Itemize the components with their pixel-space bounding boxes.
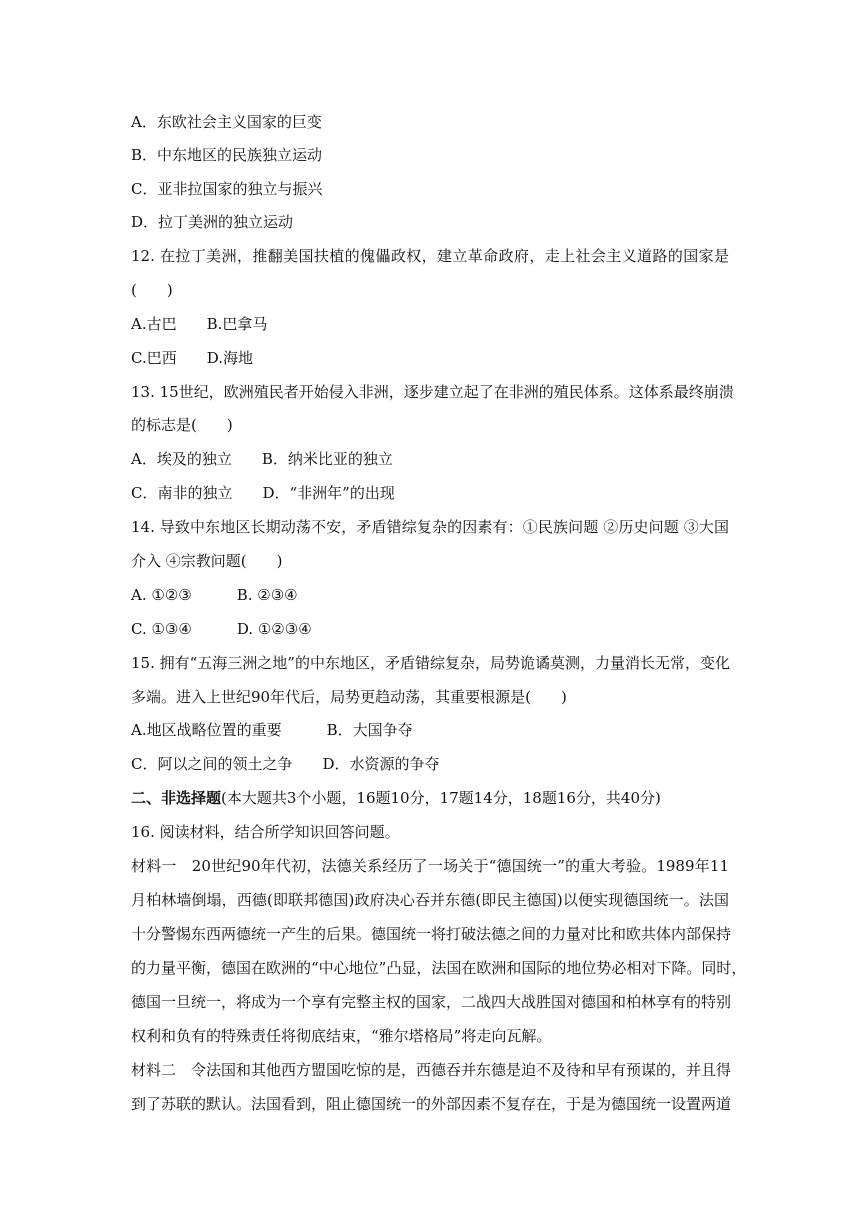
q11-option-d: D．拉丁美洲的独立运动 (131, 213, 294, 231)
q14-options-row1: A. ①②③ B. ②③④ (131, 586, 298, 604)
q15-options-row2: C．阿以之间的领土之争 D．水资源的争夺 (131, 755, 440, 773)
q11-option-b: B．中东地区的民族独立运动 (131, 146, 323, 164)
q16-material1-line3: 十分警惕东西两德统一产生的后果。德国统一将打破法德之间的力量对比和欧共体内部保持 (131, 925, 732, 943)
q16-material1-line1: 材料一 20世纪90年代初，法德关系经历了一场关于“德国统一”的重大考验。1989年11 (131, 857, 729, 875)
q16-material1-line5: 德国一旦统一，将成为一个享有完整主权的国家，二战四大战胜国对德国和柏林享有的特别 (131, 993, 732, 1011)
q14-options-row2: C. ①③④ D. ①②③④ (131, 620, 312, 638)
q12-options-row2: C.巴西 D.海地 (131, 349, 253, 367)
q15-stem-line2: 多端。进入上世纪90年代后，局势更趋动荡，其重要根源是( ) (131, 688, 567, 706)
q16-stem: 16. 阅读材料，结合所学知识回答问题。 (131, 823, 400, 841)
q12-stem-line2: ( ) (131, 281, 173, 299)
section2-title: 二、非选择题 (131, 789, 222, 807)
q11-option-c: C．亚非拉国家的独立与振兴 (131, 180, 323, 198)
q13-options-row2: C．南非的独立 D．“非洲年”的出现 (131, 484, 395, 502)
q16-material2-line2: 到了苏联的默认。法国看到，阻止德国统一的外部因素不复存在，于是为德国统一设置两道 (131, 1095, 732, 1113)
q11-option-a: A．东欧社会主义国家的巨变 (131, 113, 322, 131)
q12-options-row1: A.古巴 B.巴拿马 (131, 315, 268, 333)
q15-stem-line1: 15. 拥有“五海三洲之地”的中东地区，矛盾错综复杂，局势诡谲莫测，力量消长无常，变化 (131, 654, 730, 672)
q13-stem-line1: 13. 15世纪，欧洲殖民者开始侵入非洲，逐步建立起了在非洲的殖民体系。这体系最终崩溃 (131, 383, 734, 401)
q16-material2-line1: 材料二 令法国和其他西方盟国吃惊的是，西德吞并东德是迫不及待和早有预谋的，并且得 (131, 1061, 732, 1079)
section2-heading (131, 788, 661, 808)
q13-stem-line2: 的标志是( ) (131, 416, 233, 434)
q16-material1-line6: 权利和负有的特殊责任将彻底结束，“雅尔塔格局”将走向瓦解。 (131, 1027, 552, 1045)
q14-stem-line2: 介入 ④宗教问题( ) (131, 552, 283, 570)
q16-material1-line2: 月柏林墙倒塌，西德(即联邦德国)政府决心吞并东德(即民主德国)以便实现德国统一。法国 (131, 891, 729, 909)
q12-stem-line1: 12. 在拉丁美洲，推翻美国扶植的傀儡政权，建立革命政府，走上社会主义道路的国家是 (131, 247, 729, 265)
q16-material1-line4: 的力量平衡，德国在欧洲的“中心地位”凸显，法国在欧洲和国际的地位势必相对下降。同时， (131, 959, 747, 977)
q13-options-row1: A．埃及的独立 B．纳米比亚的独立 (131, 450, 393, 468)
section2-note: (本大题共3个小题，16题10分，17题14分，18题16分，共40分) (221, 789, 661, 807)
q15-options-row1: A.地区战略位置的重要 B．大国争夺 (131, 721, 413, 739)
q14-stem-line1: 14. 导致中东地区长期动荡不安，矛盾错综复杂的因素有：①民族问题 ②历史问题 ③大国 (131, 518, 729, 536)
